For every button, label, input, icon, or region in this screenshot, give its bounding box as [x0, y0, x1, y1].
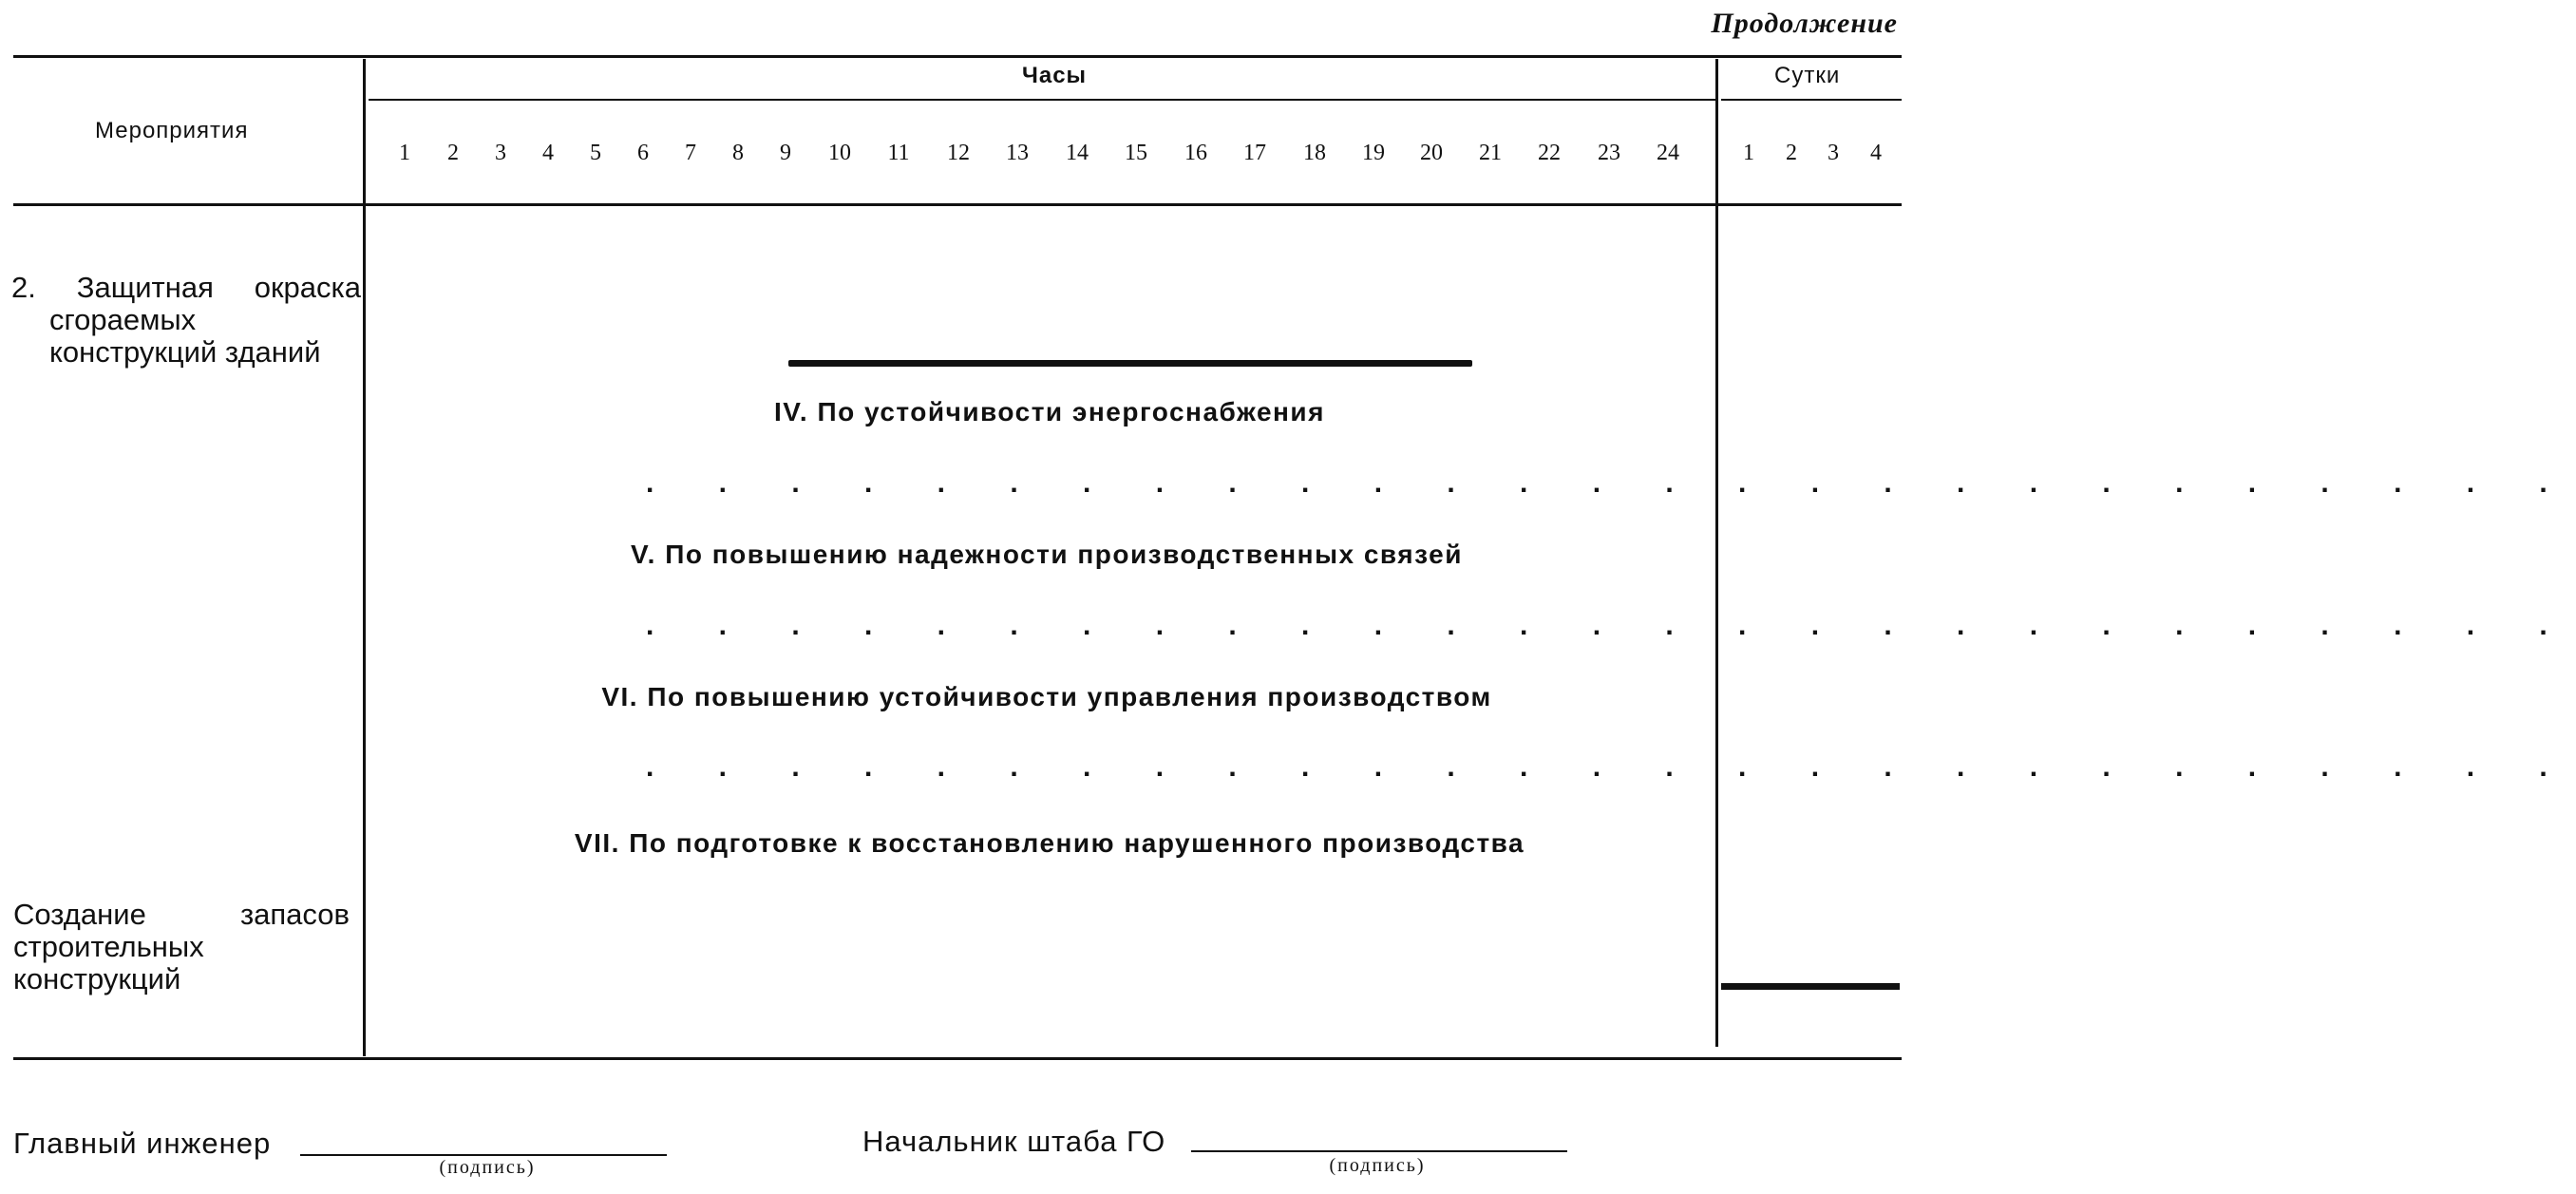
hours-header: Часы	[1022, 63, 1088, 88]
day-number: 2	[1786, 141, 1797, 165]
continuation-label: Продолжение	[1711, 8, 1898, 39]
hour-number: 24	[1657, 141, 1679, 165]
day-number: 4	[1870, 141, 1882, 165]
hour-number: 12	[947, 141, 970, 165]
hour-number: 23	[1598, 141, 1620, 165]
hour-number: 5	[590, 141, 601, 165]
hour-number: 21	[1479, 141, 1502, 165]
hour-number: 19	[1362, 141, 1385, 165]
activities-column-divider	[363, 59, 366, 1056]
section-heading-iv: IV. По устойчивости энергоснабжения	[774, 397, 1325, 426]
table-top-rule	[13, 55, 1902, 58]
hour-number: 13	[1006, 141, 1029, 165]
chief-of-staff-signature-line[interactable]	[1191, 1150, 1567, 1152]
hour-number: 10	[828, 141, 851, 165]
days-header: Сутки	[1774, 63, 1841, 88]
chief-of-staff-signature-hint: (подпись)	[1329, 1155, 1426, 1176]
hour-number: 20	[1420, 141, 1443, 165]
chief-engineer-signature-hint: (подпись)	[439, 1157, 536, 1178]
hour-number: 11	[887, 141, 910, 165]
activity-item-paint: 2. Защитная окраска сгораемых конструкций зданий	[11, 271, 361, 369]
hour-number: 2	[447, 141, 459, 165]
hours-subheader-rule	[369, 99, 1717, 101]
hour-number: 6	[637, 141, 649, 165]
hour-number: 8	[732, 141, 744, 165]
hour-number: 15	[1125, 141, 1147, 165]
hour-number: 3	[495, 141, 506, 165]
hour-number: 14	[1066, 141, 1089, 165]
hour-number: 9	[780, 141, 791, 165]
schedule-bar-painting	[788, 360, 1472, 367]
schedule-bar-reserves	[1721, 983, 1900, 990]
chief-engineer-signature-line[interactable]	[300, 1154, 667, 1156]
header-bottom-rule	[13, 203, 1902, 206]
day-number: 1	[1743, 141, 1754, 165]
days-subheader-rule	[1721, 99, 1902, 101]
dotted-leader: . . . . . . . . . . . . . . . . . . . . . . . . . . .	[646, 467, 2576, 499]
activities-header: Мероприятия	[95, 118, 249, 143]
hour-number: 7	[685, 141, 696, 165]
dotted-leader: . . . . . . . . . . . . . . . . . . . . . . . . . . .	[646, 751, 2576, 783]
hour-number: 22	[1538, 141, 1561, 165]
section-heading-vi: VI. По повышению устойчивости управления производством	[601, 682, 1492, 711]
section-heading-vii: VII. По подготовке к восстановлению нарушенного производства	[574, 828, 1525, 858]
hour-number: 16	[1184, 141, 1207, 165]
hour-number: 18	[1303, 141, 1326, 165]
dotted-leader: . . . . . . . . . . . . . . . . . . . . . . . . . . .	[646, 610, 2576, 641]
activity-item-reserves: Создание запасов строительных конструкций	[13, 898, 350, 995]
table-bottom-rule	[13, 1057, 1902, 1060]
chief-engineer-label: Главный инженер	[13, 1127, 272, 1160]
hour-number: 17	[1243, 141, 1266, 165]
day-number: 3	[1828, 141, 1839, 165]
days-column-divider	[1715, 59, 1718, 1047]
section-heading-v: V. По повышению надежности производственных связей	[631, 540, 1463, 569]
hour-number: 4	[542, 141, 554, 165]
chief-of-staff-label: Начальник штаба ГО	[862, 1125, 1166, 1158]
hour-number: 1	[399, 141, 410, 165]
